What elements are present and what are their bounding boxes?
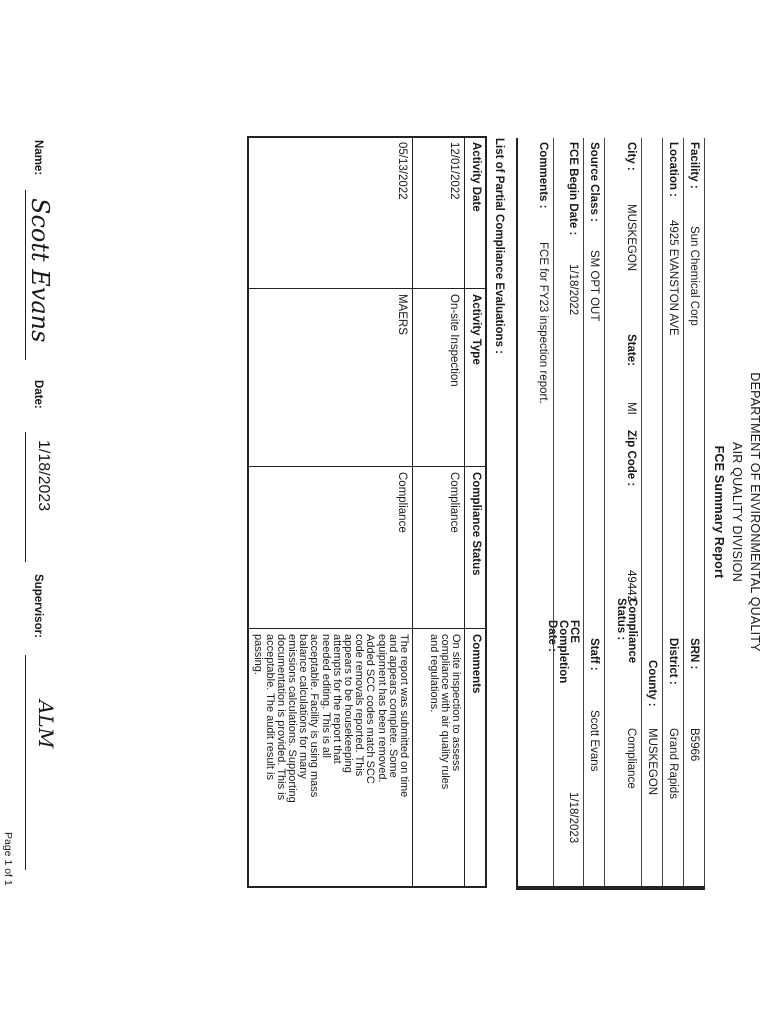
name-label: Name: xyxy=(32,140,44,176)
summary-row-fce-dates xyxy=(546,138,584,886)
zip-value: 49442 xyxy=(625,570,637,602)
comment-line: compliance with air quality rules xyxy=(438,634,451,790)
srn-value: B5966 xyxy=(688,728,700,762)
city-value: MUSKEGON xyxy=(625,204,637,272)
comment-line: appears to be housekeeping xyxy=(341,634,354,773)
facility-summary xyxy=(516,138,705,890)
name-underline xyxy=(25,190,26,360)
location-label: Location : xyxy=(667,142,679,197)
comment-line: attempts for the report that xyxy=(330,634,343,764)
location-value: 4925 EVANSTON AVE xyxy=(667,220,679,336)
comment-line: emissions calculations. Supporting xyxy=(285,634,298,803)
srn-label: SRN : xyxy=(688,638,700,670)
activity-type: MAERS xyxy=(396,294,408,335)
compliance-status: Compliance xyxy=(396,472,408,533)
division-heading: AIR QUALITY DIVISION xyxy=(730,442,744,582)
summary-row-city xyxy=(604,138,642,886)
comment-line: and appears complete. Some xyxy=(386,634,399,778)
summary-row-source-class xyxy=(583,138,605,886)
city-label: City : xyxy=(625,142,637,171)
partial-evaluations-title: List of Partial Compliance Evaluations : xyxy=(493,138,505,354)
report-title: FCE Summary Report xyxy=(712,445,726,579)
col-header-compliance-status: Compliance Status xyxy=(470,472,482,576)
activity-comment xyxy=(252,634,409,803)
comment-line: balance calculations for many xyxy=(297,634,310,779)
district-label: District : xyxy=(667,638,679,685)
summary-row-facility xyxy=(683,138,705,886)
col-header-activity-date: Activity Date xyxy=(470,142,482,212)
supervisor-underline xyxy=(25,655,26,870)
compliance-status-value: Compliance xyxy=(625,728,637,789)
activity-comment xyxy=(427,634,461,789)
comment-line: code removals reported. This xyxy=(353,634,366,777)
compliance-status: Compliance xyxy=(448,472,460,533)
summary-row-comments xyxy=(519,138,554,886)
page-number: Page 1 of 1 xyxy=(2,832,14,886)
source-class-value: SM OPT OUT xyxy=(588,250,600,322)
date-label: Date: xyxy=(32,380,44,409)
comment-line: Added SCC codes match SCC xyxy=(364,634,377,784)
county-label: County : xyxy=(646,660,658,707)
facility-value: Sun Chemical Corp xyxy=(688,226,700,326)
activity-date: 05/13/2022 xyxy=(396,142,408,200)
comment-line: and regulations. xyxy=(427,634,440,713)
staff-value: Scott Evans xyxy=(588,710,600,772)
summary-row-county xyxy=(641,138,663,886)
comment-line: passing. xyxy=(252,634,265,675)
fce-begin-label: FCE Begin Date : xyxy=(567,142,579,236)
partial-evaluations-table xyxy=(247,136,487,888)
comments-label: Comments : xyxy=(537,142,549,209)
date-underline xyxy=(25,432,26,562)
compliance-status-label: Compliance Status : xyxy=(615,598,638,664)
signature-date: 1/18/2023 xyxy=(35,440,52,512)
source-class-label: Source Class : xyxy=(588,142,600,222)
col-header-activity-type: Activity Type xyxy=(470,294,482,365)
state-label: State: xyxy=(625,334,637,366)
comment-line: documentation is provided. This is xyxy=(274,634,287,801)
staff-label: Staff : xyxy=(588,638,600,671)
comment-line: equipment has been removed. xyxy=(375,634,388,783)
comment-line: acceptable. The audit result is xyxy=(263,634,276,780)
fce-completion-value: 1/18/2023 xyxy=(567,792,579,844)
summary-row-location xyxy=(662,138,684,886)
zip-label: Zip Code : xyxy=(625,430,637,487)
signature: Scott Evans xyxy=(26,198,54,343)
activity-date: 12/01/2022 xyxy=(448,142,460,200)
state-value: MI xyxy=(625,402,637,415)
department-heading: DEPARTMENT OF ENVIRONMENTAL QUALITY xyxy=(748,372,762,652)
comment-line: acceptable. Facility is using mass xyxy=(308,634,321,798)
county-value: MUSKEGON xyxy=(646,728,658,796)
comment-line: The report was submitted on time xyxy=(398,634,410,798)
comments-value: FCE for FY23 inspection report. xyxy=(537,242,549,404)
col-header-comments: Comments xyxy=(470,634,482,694)
comment-line: On site inspection to assess xyxy=(450,634,462,771)
activity-type: On-site Inspection xyxy=(448,294,460,387)
district-value: Grand Rapids xyxy=(667,728,679,799)
fce-begin-value: 1/18/2022 xyxy=(567,264,579,316)
fce-completion-label: FCE Completion Date : xyxy=(546,620,580,684)
supervisor-label: Supervisor: xyxy=(32,574,44,638)
facility-label: Facility : xyxy=(688,142,700,189)
supervisor-initials: ALM xyxy=(34,700,58,749)
comment-line: needed editing. This is all xyxy=(319,634,332,758)
